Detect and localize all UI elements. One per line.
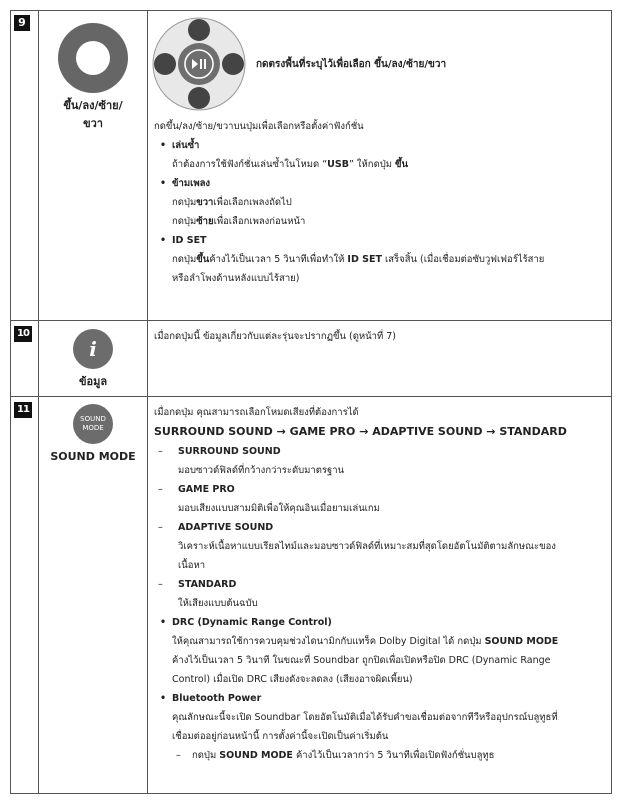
item-skip-title: • ข้ามเพลง — [154, 174, 605, 193]
row-11 — [11, 397, 612, 794]
mode-adaptive-title: – ADAPTIVE SOUND — [154, 518, 605, 537]
dpad-caption: กดตรงพื้นที่ระบุไว้เพื่อเลือก ขึ้น/ลง/ซ้าย/ขวา — [256, 58, 447, 70]
sound-mode-button-label: SOUND MODE — [50, 450, 136, 463]
sound-mode-intro: เมื่อกดปุ่ม คุณสามารถเลือกโหมดเสียงที่ต้องการได้ — [154, 407, 359, 418]
drc-desc-1: ให้คุณสามารถใช้การควบคุมช่วงไดนามิกกับแทร็ค Dolby Digital ได้ กดปุ่ม SOUND MODE — [172, 636, 559, 647]
drc-desc-2: ค้างไว้เป็นเวลา 5 วินาที ในขณะที่ Soundbar ถูกปิดเพื่อเปิดหรือปิด DRC (Dynamic Range — [172, 655, 551, 666]
item-idset-title: • ID SET — [154, 231, 605, 250]
mode-adaptive-desc-2: เนื้อหา — [178, 560, 206, 571]
row-10 — [11, 321, 612, 397]
row-9 — [11, 11, 612, 321]
mode-surround-desc: มอบซาวด์ฟิลด์ที่กว้างกว่าระดับมาตรฐาน — [178, 465, 345, 476]
item-skip-prev: กดปุ่มซ้ายเพื่อเลือกเพลงก่อนหน้า — [172, 216, 306, 227]
mode-surround-title: – SURROUND SOUND — [154, 442, 605, 461]
bt-power-instruction: – กดปุ่ม SOUND MODE ค้างไว้เป็นเวลากว่า 5 วินาทีเพื่อเปิดฟังก์ชั่นบลูทูธ — [154, 746, 605, 765]
row-number-badge: 10 — [14, 326, 32, 342]
drc-desc-3: Control) เมื่อเปิด DRC เสียงดังจะลดลง (เสียงอาจผิดเพี้ยน) — [172, 674, 413, 685]
item-skip-next: กดปุ่มขวาเพื่อเลือกเพลงถัดไป — [172, 197, 292, 208]
remote-buttons-table — [10, 10, 612, 794]
drc-title: • DRC (Dynamic Range Control) — [154, 613, 605, 632]
row-number-badge: 9 — [14, 15, 30, 31]
item-repeat-desc: ถ้าต้องการใช้ฟังก์ชั่นเล่นซ้ำในโหมด “USB” ให้กดปุ่ม ขึ้น — [172, 159, 409, 170]
mode-gamepro-desc: มอบเสียงแบบสามมิติเพื่อให้คุณอินเมื่อยามเล่นเกม — [178, 503, 380, 514]
bt-power-desc-1: คุณลักษณะนี้จะเปิด Soundbar โดยอัตโนมัติเมื่อได้รับคำขอเชื่อมต่อจากทีวีหรืออุปกรณ์บลูทูธที่ — [172, 712, 558, 723]
row-number-badge: 11 — [14, 402, 32, 418]
sound-mode-sequence: SURROUND SOUND → GAME PRO → ADAPTIVE SOUND → STANDARD — [154, 425, 567, 438]
mode-adaptive-desc: วิเคราะห์เนื้อหาแบบเรียลไทม์และมอบซาวด์ฟิลด์ที่เหมาะสมที่สุดโดยอัตโนมัติตามลักษณะของ — [178, 541, 556, 552]
navigation-button-icon — [58, 23, 128, 93]
mode-gamepro-title: – GAME PRO — [154, 480, 605, 499]
item-repeat-title: • เล่นซ้ำ — [154, 136, 605, 155]
mode-standard-desc: ให้เสียงแบบต้นฉบับ — [178, 598, 258, 609]
dpad-diagram-icon — [152, 17, 246, 111]
info-button-label: ข้อมูล — [78, 375, 108, 388]
navigation-button-label: ขึ้น/ลง/ซ้าย/ ขวา — [63, 99, 123, 130]
info-description: เมื่อกดปุ่มนี้ ข้อมูลเกี่ยวกับแต่ละรุ่นจะปรากฏขึ้น (ดูหน้าที่ 7) — [154, 331, 396, 342]
bt-power-title: • Bluetooth Power — [154, 689, 605, 708]
sound-mode-button-icon: SOUND MODE — [73, 404, 113, 444]
row-9-intro: กดขึ้น/ลง/ซ้าย/ขวาบนปุ่มเพื่อเลือกหรือตั้งค่าฟังก์ชั่น — [154, 121, 364, 132]
item-idset-desc: กดปุ่มขึ้นค้างไว้เป็นเวลา 5 วินาทีเพื่อทำให้ ID SET เสร็จสิ้น (เมื่อเชื่อมต่อซับวูฟเฟอร์ไร้สาย — [172, 254, 545, 265]
mode-standard-title: – STANDARD — [154, 575, 605, 594]
bt-power-desc-2: เชื่อมต่ออยู่ก่อนหน้านี้ การตั้งค่านี้จะเปิดเป็นค่าเริ่มต้น — [172, 731, 389, 742]
info-button-icon: i — [73, 329, 113, 369]
item-idset-desc-2: หรือลำโพงด้านหลังแบบไร้สาย) — [172, 273, 300, 284]
